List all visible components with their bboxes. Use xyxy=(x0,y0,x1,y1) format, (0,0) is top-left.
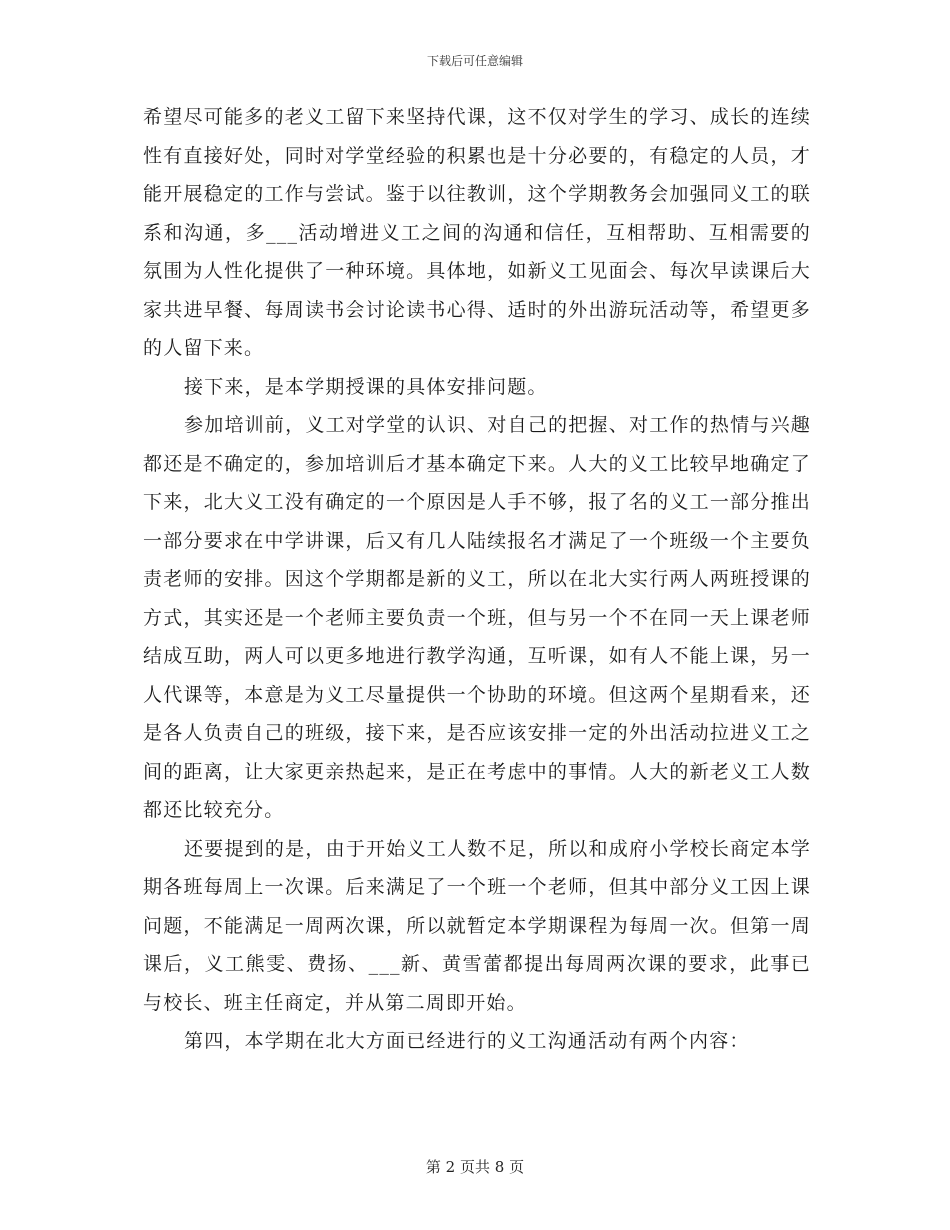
page-header: 下载后可任意编辑 xyxy=(426,54,523,68)
paragraph-training: 参加培训前，义工对学堂的认识、对自己的把握、对工作的热情与兴趣都还是不确定的，参加培训后才基本确定下来。人大的义工比较早地确定了下来，北大义工没有确定的一个原因是人手不够，报了名的义工一部分推出一部分要求在中学讲课，后又有几人陆续报名才满足了一个班级一个主要负责老师的安排。因这个学期都是新的义工，所以在北大实行两人两班授课的方式，其实还是一个老师主要负责一个班，但与另一个不在同一天上课老师结成互助，两人可以更多地进行教学沟通，互听课，如有人不能上课，另一人代课等，本意是为义工尽量提供一个协助的环境。但这两个星期看来，还是各人负责自己的班级，接下来，是否应该安排一定的外出活动拉进义工之间的距离，让大家更亲热起来，是正在考虑中的事情。人大的新老义工人数都还比较充分。 xyxy=(143,414,811,821)
paragraph-continuation: 希望尽可能多的老义工留下来坚持代课，这不仅对学生的学习、成长的连续性有直接好处，同时对学堂经验的积累也是十分必要的，有稳定的人员，才能开展稳定的工作与尝试。鉴于以往教训，这个学期教务会加强同义工的联系和沟通，多___活动增进义工之间的沟通和信任，互相帮助、互相需要的氛围为人性化提供了一种环境。具体地，如新义工见面会、每次早读课后大家共进早餐、每周读书会讨论读书心得、适时的外出游玩活动等，希望更多的人留下来。 xyxy=(143,106,811,359)
document-body xyxy=(143,98,811,1061)
paragraph-schedule-intro: 接下来，是本学期授课的具体安排问题。 xyxy=(184,375,548,398)
paragraph-class-frequency: 还要提到的是，由于开始义工人数不足，所以和成府小学校长商定本学期各班每周上一次课。后来满足了一个班一个老师，但其中部分义工因上课问题，不能满足一周两次课，所以就暂定本学期课程为每周一次。但第一周课后，义工熊雯、费扬、___新、黄雪蕾都提出每周两次课的要求，此事已与校长、班主任商定，并从第二周即开始。 xyxy=(143,837,811,1014)
paragraph-fourth-point: 第四，本学期在北大方面已经进行的义工沟通活动有两个内容： xyxy=(184,1030,750,1052)
page-footer: 第 2 页共 8 页 xyxy=(425,1158,525,1176)
